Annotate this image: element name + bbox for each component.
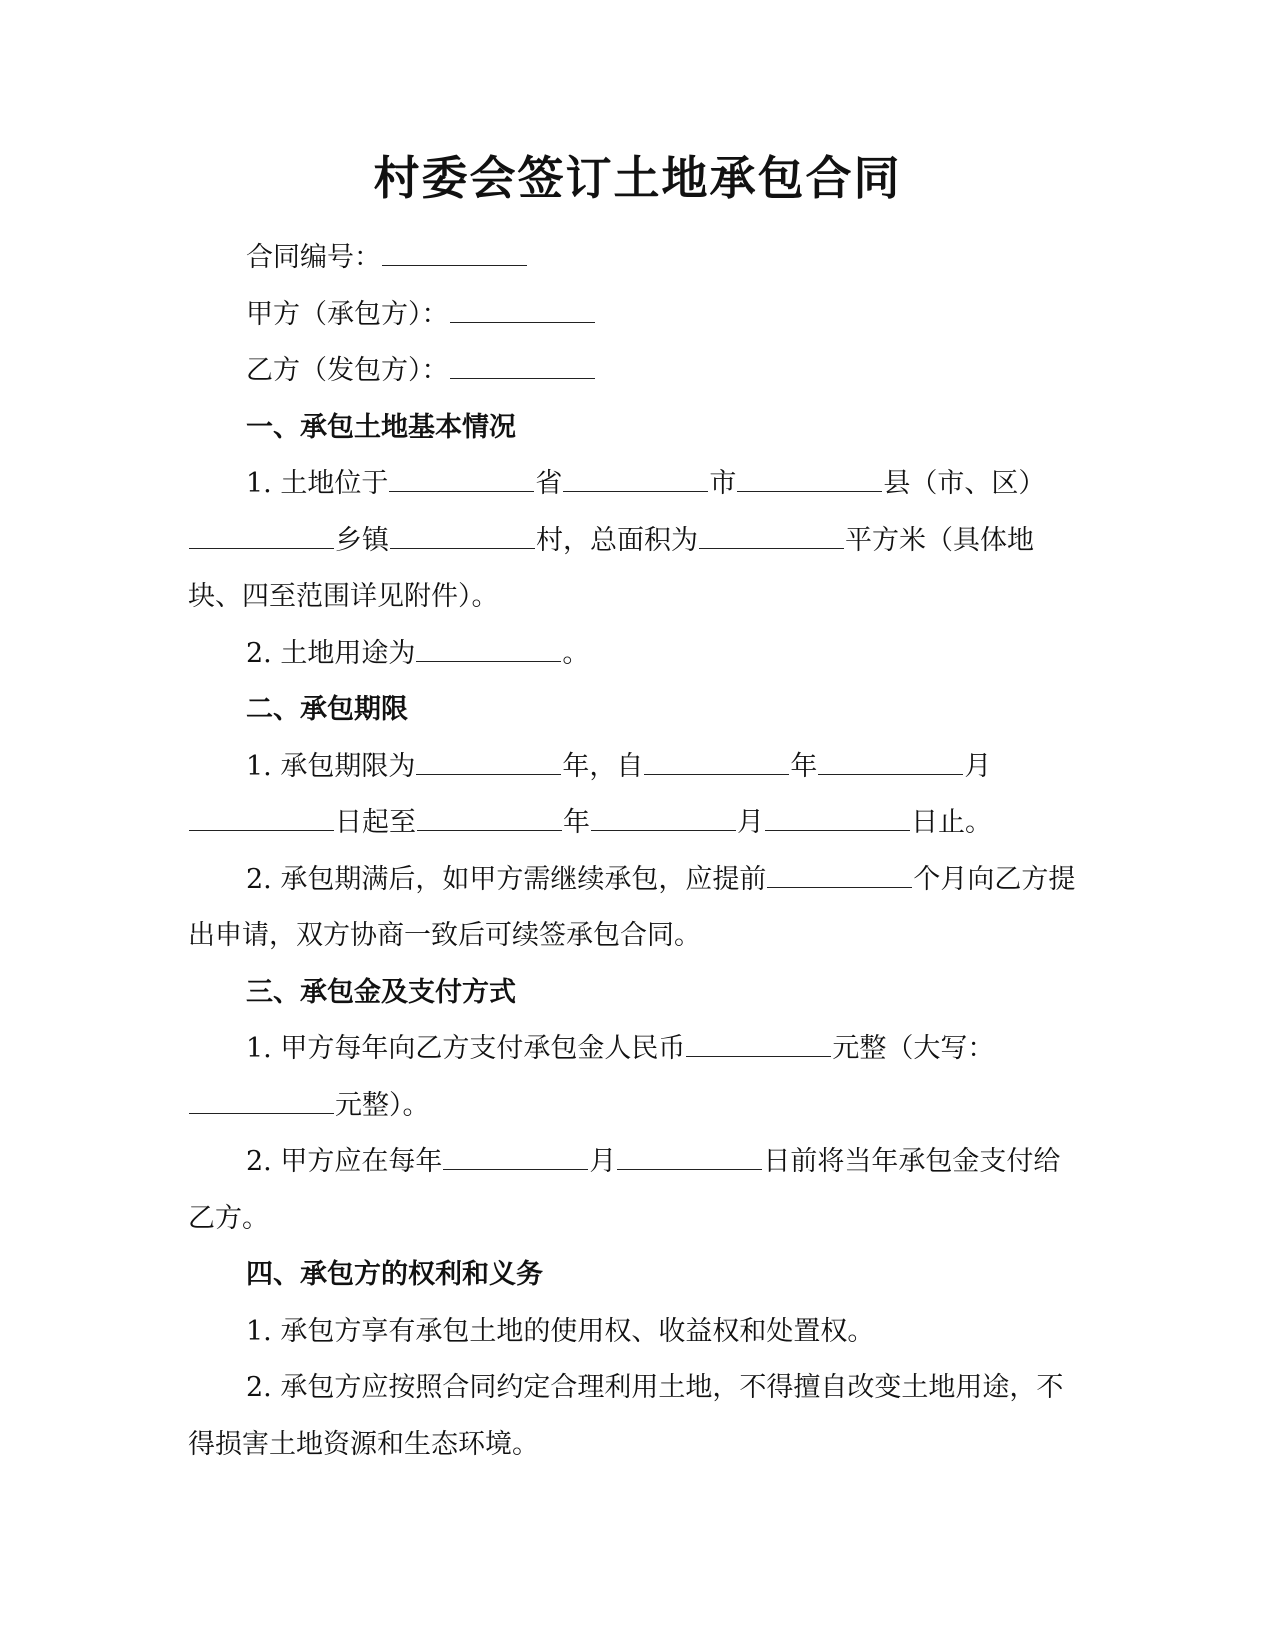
- party-b-label: 乙方（发包方）：: [246, 355, 449, 386]
- section-4-paragraph-2: 2. 承包方应按照合同约定合理利用土地，不得擅自改变土地用途，不得损害土地资源和生态环境。: [188, 1372, 1064, 1460]
- start-day-blank: [189, 810, 334, 831]
- text-run: 村，总面积为: [536, 524, 698, 556]
- text-run: 个月向乙方提出申请，双方协商一致后可续签承包合同。: [188, 863, 1076, 951]
- text-run: 日止。: [911, 807, 992, 838]
- party-a-field: [188, 287, 1078, 344]
- amount-words-blank: [189, 1093, 334, 1114]
- text-run: 1. 土地位于: [246, 468, 389, 499]
- text-run: 元整）。: [335, 1089, 430, 1121]
- section-3-paragraph-1: [188, 1021, 1078, 1134]
- end-year-blank: [417, 810, 562, 831]
- province-blank: [389, 471, 534, 492]
- notice-months-blank: [767, 867, 912, 888]
- section-1-paragraph-1: [188, 456, 1078, 626]
- document-title: 村委会签订土地承包合同: [373, 151, 902, 205]
- party-b-field: [188, 343, 1078, 400]
- end-month-blank: [591, 810, 736, 831]
- section-3-paragraph-2: [188, 1134, 1078, 1247]
- section-heading-3: 三、承包金及支付方式: [246, 976, 516, 1008]
- text-run: 日前将当年承包金支付给乙方。: [188, 1146, 1061, 1234]
- section-2-paragraph-2: [188, 852, 1078, 965]
- document-body: [188, 230, 1078, 1473]
- start-month-blank: [818, 754, 963, 775]
- township-blank: [189, 528, 334, 549]
- amount-blank: [686, 1036, 831, 1057]
- text-run: 平方米（具体地块、四至范围详见附件）。: [188, 524, 1034, 612]
- section-heading-4: 四、承包方的权利和义务: [246, 1259, 543, 1290]
- party-a-blank: [450, 302, 595, 323]
- section-2-paragraph-1: [188, 739, 1078, 852]
- end-day-blank: [765, 810, 910, 831]
- section-heading-1: 一、承包土地基本情况: [246, 411, 516, 443]
- county-blank: [737, 471, 882, 492]
- text-run: 月: [737, 807, 764, 838]
- text-run: 县（市、区）: [883, 468, 1046, 499]
- text-run: 2. 甲方应在每年: [246, 1146, 443, 1177]
- payment-month-blank: [443, 1149, 588, 1170]
- text-run: 元整（大写：: [832, 1033, 995, 1064]
- text-run: 日起至: [335, 807, 416, 838]
- text-run: 月: [964, 750, 992, 782]
- text-run: 2. 土地用途为: [246, 637, 416, 669]
- payment-day-blank: [617, 1149, 762, 1170]
- text-run: 省: [535, 468, 563, 499]
- text-run: 2. 承包期满后，如甲方需继续承包，应提前: [246, 863, 767, 895]
- text-run: 1. 承包期限为: [246, 750, 416, 782]
- area-blank: [699, 528, 844, 549]
- party-b-blank: [450, 358, 595, 379]
- text-run: 市: [709, 468, 737, 499]
- land-use-blank: [416, 641, 561, 662]
- city-blank: [563, 471, 708, 492]
- contract-number-blank: [382, 245, 527, 266]
- contract-number-label: 合同编号：: [246, 242, 381, 273]
- party-a-label: 甲方（承包方）：: [246, 298, 449, 330]
- text-run: 年: [790, 750, 818, 782]
- start-year-blank: [644, 754, 789, 775]
- contract-number-field: [188, 230, 1078, 287]
- text-run: 月: [589, 1146, 617, 1177]
- section-4-paragraph-1: 1. 承包方享有承包土地的使用权、收益权和处置权。: [246, 1315, 875, 1347]
- section-1-paragraph-2: [188, 626, 1078, 683]
- section-heading-2: 二、承包期限: [246, 694, 408, 725]
- text-run: 年: [563, 807, 590, 838]
- term-years-blank: [416, 754, 561, 775]
- village-blank: [390, 528, 535, 549]
- text-run: 乡镇: [335, 524, 389, 556]
- text-run: 1. 甲方每年向乙方支付承包金人民币: [246, 1033, 686, 1064]
- text-run: 。: [562, 637, 590, 669]
- text-run: 年，自: [562, 750, 644, 782]
